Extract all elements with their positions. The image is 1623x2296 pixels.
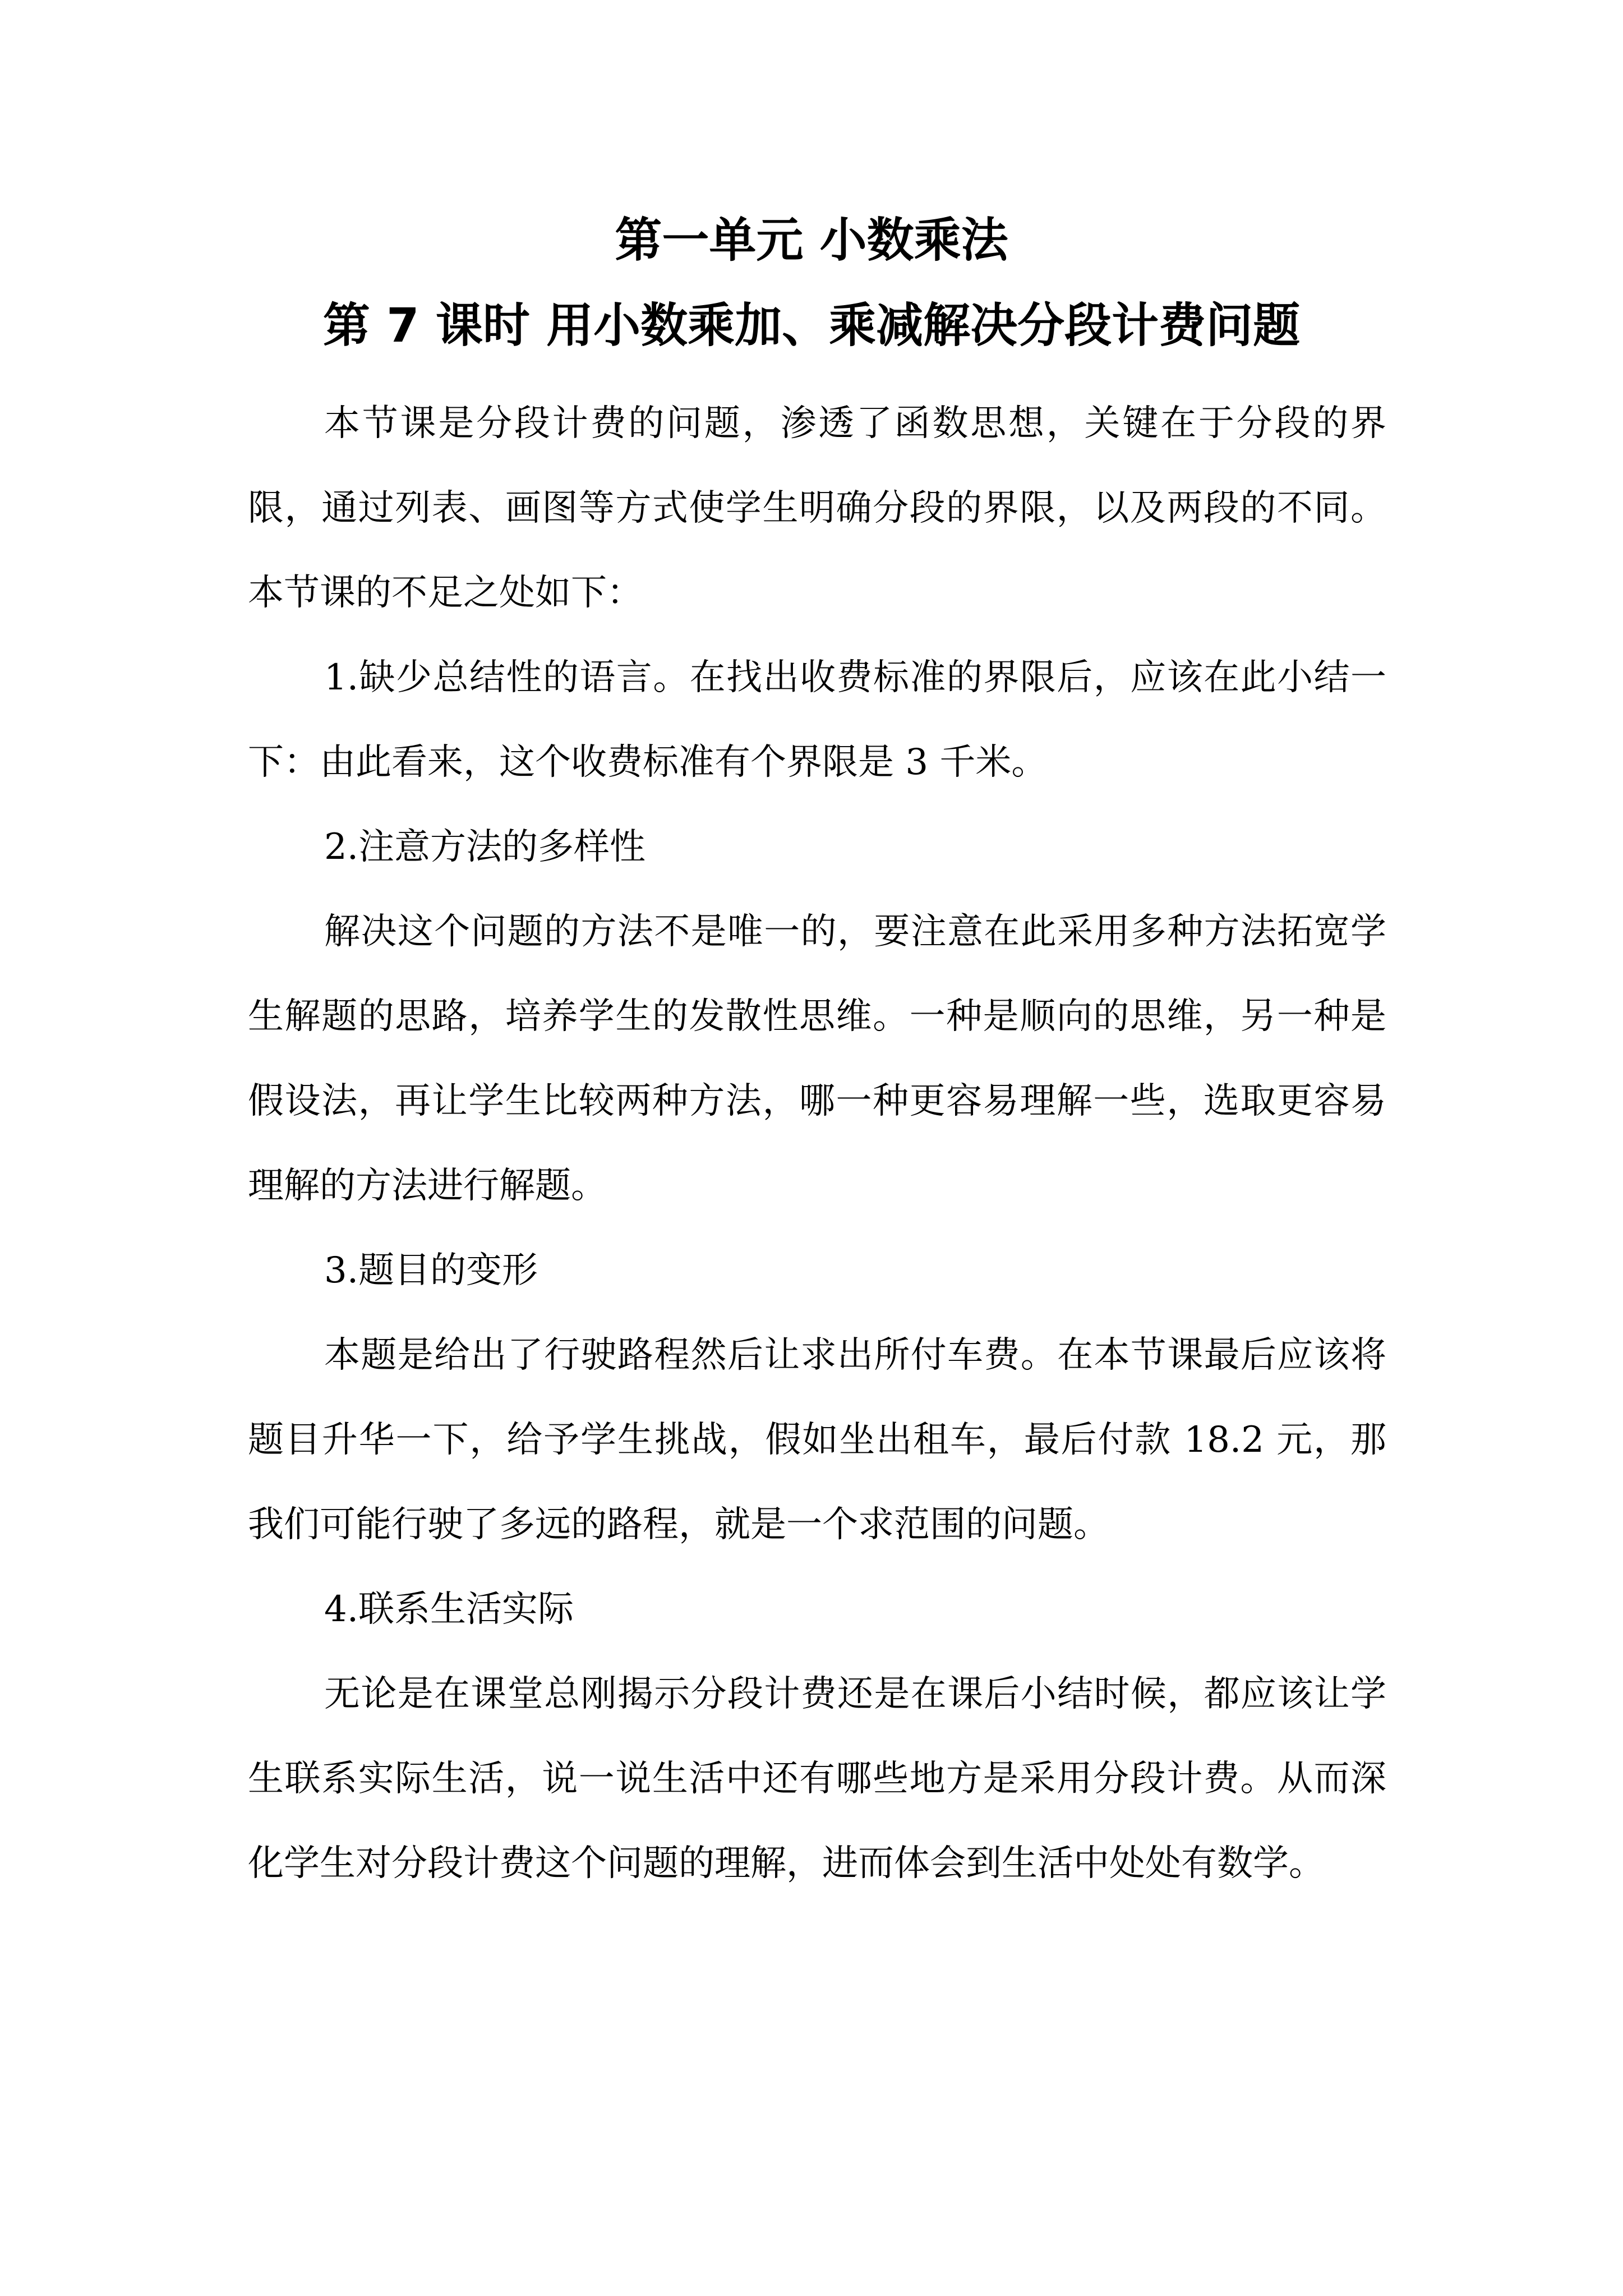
point-2-paragraph: 解决这个问题的方法不是唯一的，要注意在此采用多种方法拓宽学生解题的思路，培养学生的发散性思维。一种是顺向的思维，另一种是假设法，再让学生比较两种方法，哪一种更容易理解一些，选取更容易理解的方法进行解题。	[248, 911, 1386, 1207]
point-1-paragraph: 1.缺少总结性的语言。在找出收费标准的界限后，应该在此小结一下：由此看来，这个收费标准有个界限是 3 千米。	[248, 657, 1386, 783]
point-4-paragraph: 无论是在课堂总刚揭示分段计费还是在课后小结时候，都应该让学生联系实际生活，说一说生活中还有哪些地方是采用分段计费。从而深化学生对分段计费这个问题的理解，进而体会到生活中处处有数学。	[248, 1673, 1386, 1884]
point-3-paragraph: 本题是给出了行驶路程然后让求出所付车费。在本节课最后应该将题目升华一下，给予学生挑战，假如坐出租车，最后付款 18.2 元，那我们可能行驶了多远的路程，就是一个求范围的问题。	[248, 1335, 1386, 1545]
point-3-heading: 3.题目的变形	[324, 1250, 538, 1291]
lesson-title: 第 7 课时 用小数乘加、乘减解决分段计费问题	[322, 298, 1301, 353]
unit-title: 第一单元 小数乘法	[615, 213, 1008, 268]
point-4-heading: 4.联系生活实际	[324, 1589, 574, 1630]
document-body	[248, 381, 1386, 1906]
point-2-heading: 2.注意方法的多样性	[324, 826, 646, 868]
intro-paragraph: 本节课是分段计费的问题，渗透了函数思想，关键在于分段的界限，通过列表、画图等方式使学生明确分段的界限，以及两段的不同。本节课的不足之处如下：	[248, 403, 1386, 614]
